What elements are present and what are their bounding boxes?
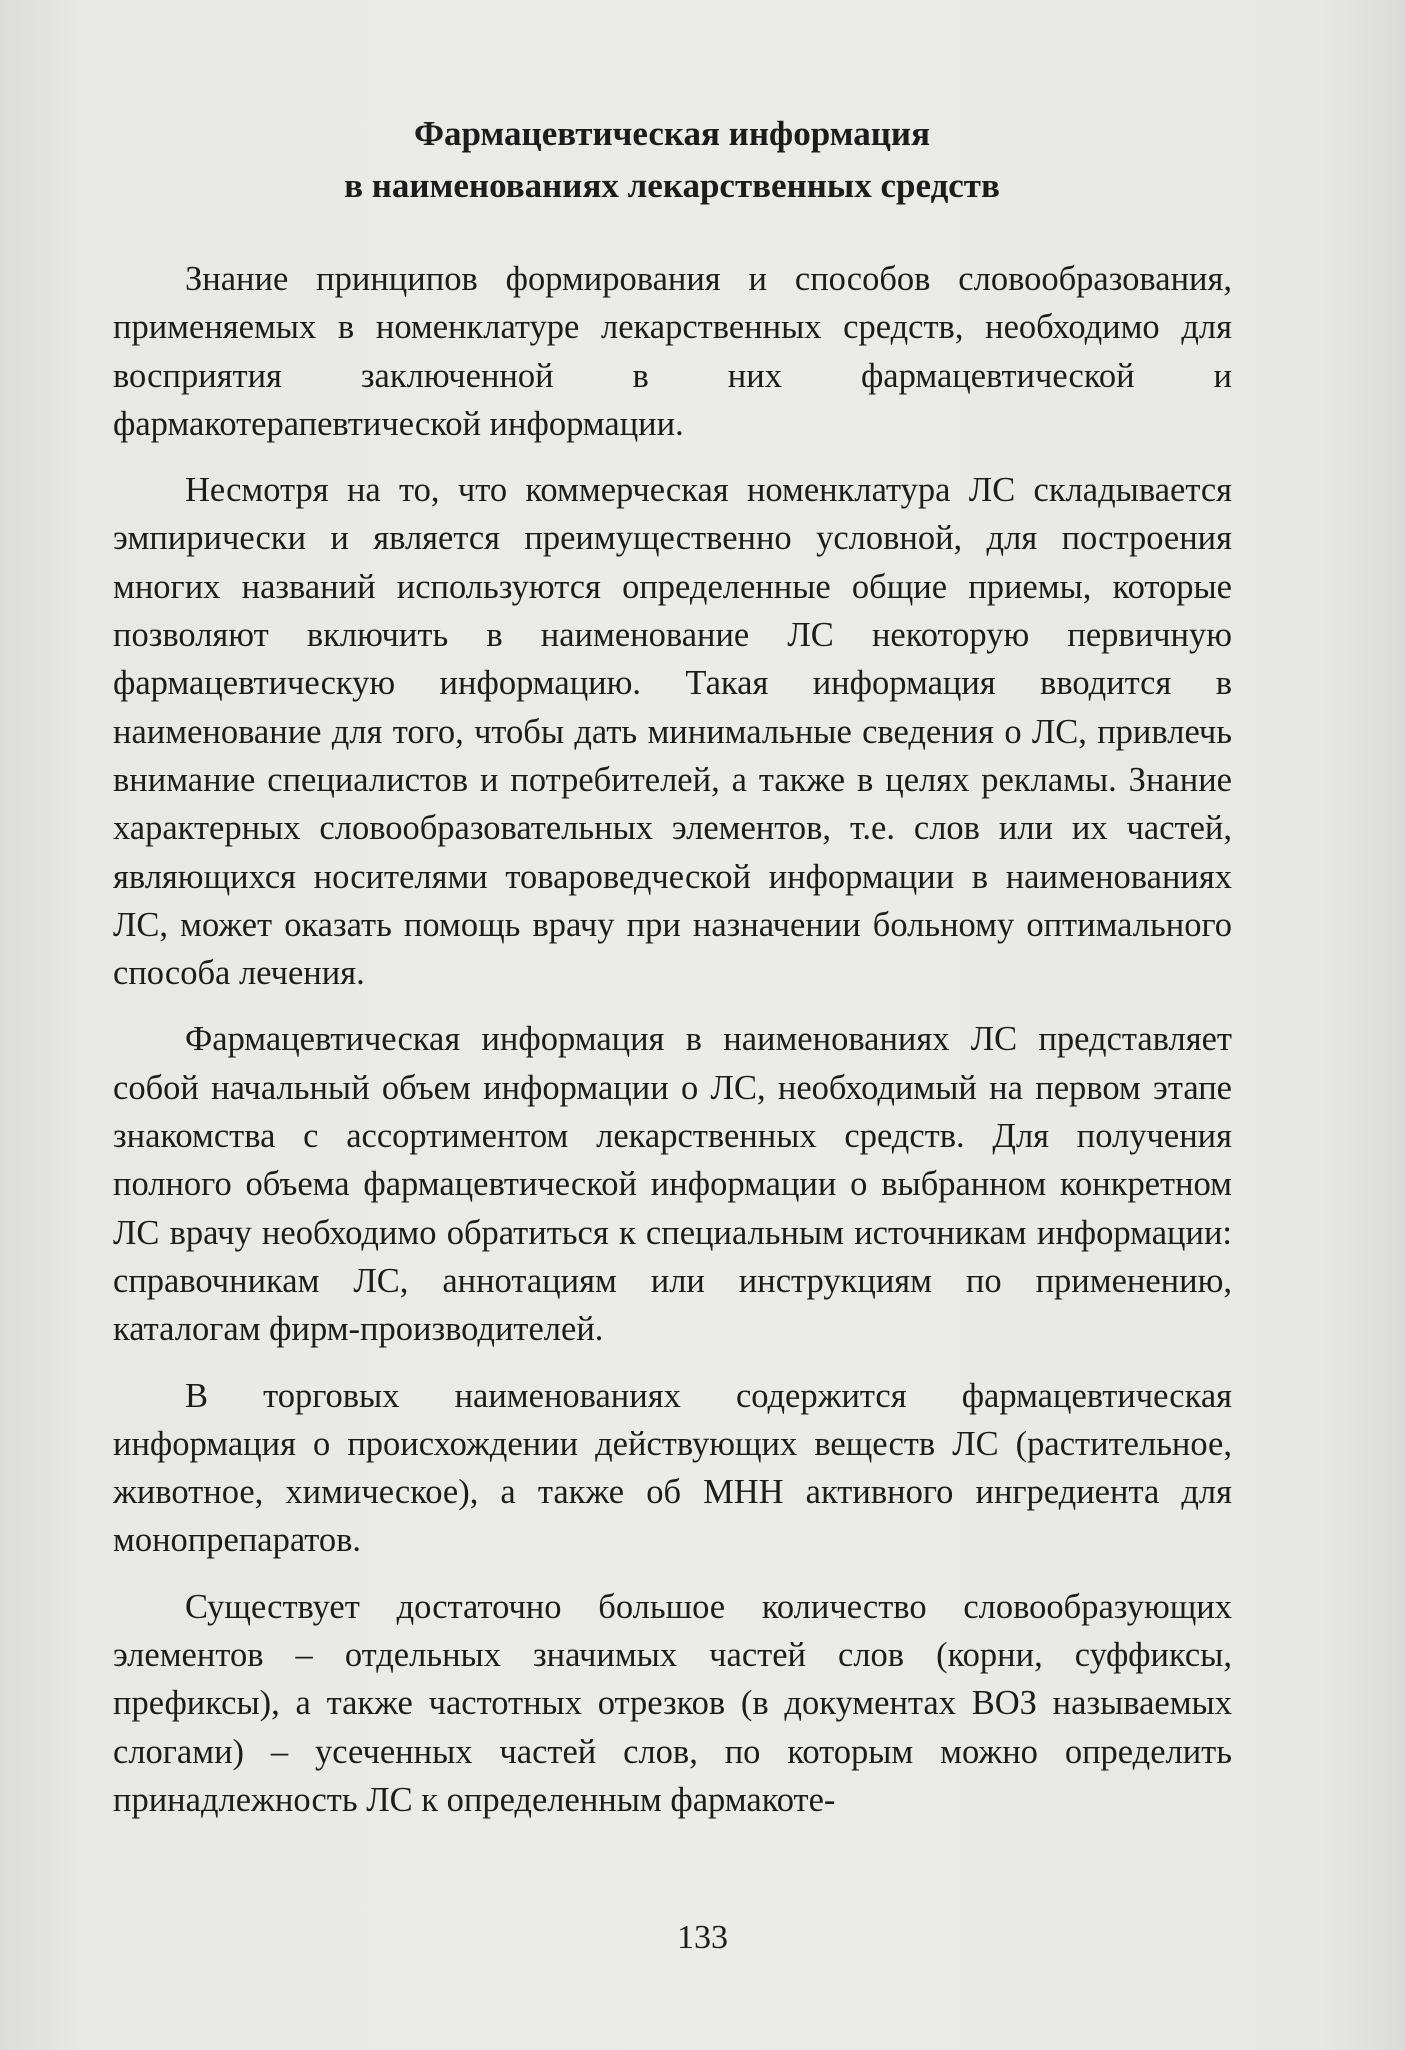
body-text	[113, 255, 1232, 1824]
paragraph-2: Несмотря на то, что коммерческая номенклатура ЛС складывается эмпирически и является преимущественно условной, для построения многих названий используются определенные общие приемы, которые позволяют включить в наименование ЛС некоторую первичную фармацевтическую информацию. Такая информация вводится в наименование для того, чтобы дать минимальные сведения о ЛС, привлечь внимание специалистов и потребителей, а также в целях рекламы. Знание характерных словообразовательных элементов, т.е. слов или их частей, являющихся носителями товароведческой информации в наименованиях ЛС, может оказать помощь врачу при назначении больному оптимального способа лечения.	[113, 471, 1232, 993]
paragraph-3: Фармацевтическая информация в наименованиях ЛС представляет собой начальный объем информации о ЛС, необходимый на первом этапе знакомства с ассортиментом лекарственных средств. Для получения полного объема фармацевтической информации о выбранном конкретном ЛС врачу необходимо обратиться к специальным источникам информации: справочникам ЛС, аннотациям или инструкциям по применению, каталогам фирм-производителей.	[113, 1020, 1232, 1349]
paragraph-4: В торговых наименованиях содержится фармацевтическая информация о происхождении действующих веществ ЛС (растительное, животное, химическое), а также об МНН активного ингредиента для монопрепаратов.	[113, 1376, 1232, 1560]
section-title-line-1: Фармацевтическая информация	[413, 114, 931, 153]
paragraph-1: Знание принципов формирования и способов словообразования, применяемых в номенклатуре лекарственных средств, необходимо для восприятия заключенной в них фармацевтической и фармакотерапевтической информации.	[113, 260, 1232, 443]
page-number: 133	[677, 1919, 728, 1956]
section-title	[112, 108, 1232, 212]
paragraph-5: Существует достаточно большое количество словообразующих элементов – отдельных значимых частей слов (корни, суффиксы, префиксы), а также частотных отрезков (в документах ВОЗ называемых слогами) – усеченных частей слов, по которым можно определить принадлежность ЛС к определенным фармакоте-	[113, 1587, 1232, 1819]
section-title-line-2: в наименованиях лекарственных средств	[344, 166, 1000, 205]
